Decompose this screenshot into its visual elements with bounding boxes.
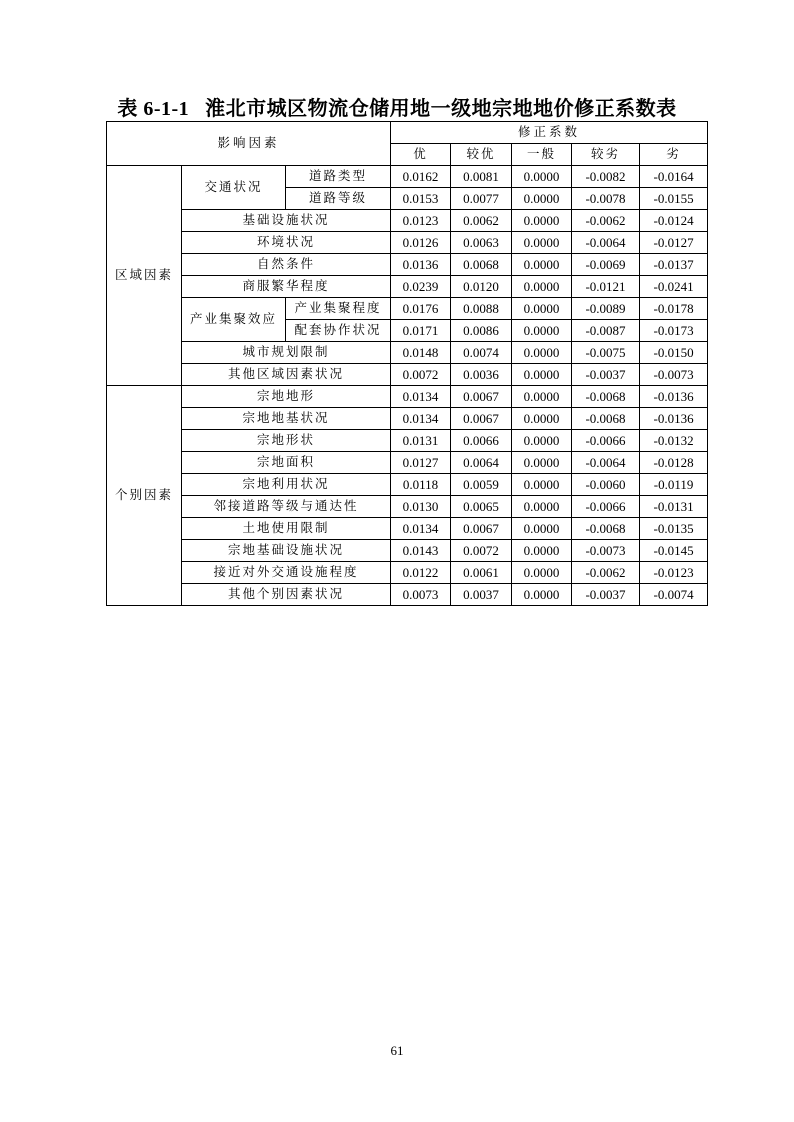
- coefficient-cell: 0.0072: [451, 540, 512, 562]
- table-row: [107, 298, 708, 320]
- coefficient-cell: 0.0123: [391, 210, 451, 232]
- coefficient-cell: 0.0134: [391, 408, 451, 430]
- level-header: 劣: [640, 144, 708, 166]
- coefficient-cell: 0.0143: [391, 540, 451, 562]
- coefficient-cell: 0.0000: [512, 408, 572, 430]
- coefficient-cell: 0.0134: [391, 386, 451, 408]
- coefficient-cell: 0.0239: [391, 276, 451, 298]
- table-row: [107, 496, 708, 518]
- table-row: [107, 364, 708, 386]
- factor-label: 其他个别因素状况: [182, 584, 391, 606]
- table-row: [107, 474, 708, 496]
- coefficient-cell: 0.0000: [512, 452, 572, 474]
- coefficient-cell: -0.0173: [640, 320, 708, 342]
- coefficient-cell: -0.0062: [572, 562, 640, 584]
- factor-label: 道路等级: [286, 188, 391, 210]
- coefficient-cell: 0.0072: [391, 364, 451, 386]
- factor-label: 宗地地形: [182, 386, 391, 408]
- coefficient-cell: -0.0068: [572, 386, 640, 408]
- group-label: 区域因素: [107, 166, 182, 386]
- factor-label: 邻接道路等级与通达性: [182, 496, 391, 518]
- table-body: [107, 166, 708, 606]
- factor-label: 自然条件: [182, 254, 391, 276]
- coefficient-cell: 0.0077: [451, 188, 512, 210]
- coefficient-cell: 0.0037: [451, 584, 512, 606]
- coefficient-cell: -0.0074: [640, 584, 708, 606]
- coefficient-cell: -0.0073: [572, 540, 640, 562]
- coefficient-cell: 0.0176: [391, 298, 451, 320]
- table-title: [0, 92, 794, 121]
- factor-label: 宗地形状: [182, 430, 391, 452]
- factor-label: 接近对外交通设施程度: [182, 562, 391, 584]
- coefficient-cell: -0.0064: [572, 452, 640, 474]
- coefficient-cell: 0.0000: [512, 518, 572, 540]
- coefficient-cell: -0.0135: [640, 518, 708, 540]
- factor-label: 宗地地基状况: [182, 408, 391, 430]
- factor-label: 产业集聚程度: [286, 298, 391, 320]
- coefficient-cell: 0.0059: [451, 474, 512, 496]
- coefficient-cell: -0.0068: [572, 518, 640, 540]
- coefficient-cell: -0.0064: [572, 232, 640, 254]
- table-code: 表 6-1-1: [117, 98, 190, 120]
- table-row: [107, 232, 708, 254]
- coefficient-cell: 0.0000: [512, 320, 572, 342]
- coefficient-cell: -0.0062: [572, 210, 640, 232]
- table-row: [107, 386, 708, 408]
- correction-coefficient-table: [106, 121, 708, 606]
- coefficient-cell: 0.0068: [451, 254, 512, 276]
- table-row: [107, 562, 708, 584]
- coefficient-cell: 0.0127: [391, 452, 451, 474]
- coefficient-cell: -0.0136: [640, 386, 708, 408]
- coefficient-cell: 0.0162: [391, 166, 451, 188]
- table-row: [107, 408, 708, 430]
- coefficient-cell: -0.0037: [572, 364, 640, 386]
- coefficient-cell: -0.0119: [640, 474, 708, 496]
- coefficient-cell: 0.0000: [512, 496, 572, 518]
- coefficient-cell: 0.0000: [512, 386, 572, 408]
- factor-label: 道路类型: [286, 166, 391, 188]
- coefficient-cell: -0.0241: [640, 276, 708, 298]
- group-label: 个别因素: [107, 386, 182, 606]
- coefficient-cell: 0.0000: [512, 364, 572, 386]
- table-row: [107, 166, 708, 188]
- coefficient-cell: 0.0000: [512, 430, 572, 452]
- table-row: [107, 254, 708, 276]
- coefficient-cell: 0.0067: [451, 408, 512, 430]
- coefficient-cell: -0.0089: [572, 298, 640, 320]
- coefficient-cell: 0.0131: [391, 430, 451, 452]
- coefficient-cell: 0.0081: [451, 166, 512, 188]
- factor-label: 宗地利用状况: [182, 474, 391, 496]
- coefficient-cell: -0.0066: [572, 496, 640, 518]
- coefficient-cell: 0.0067: [451, 518, 512, 540]
- coefficient-cell: 0.0067: [451, 386, 512, 408]
- coefficient-cell: 0.0065: [451, 496, 512, 518]
- coefficient-cell: 0.0036: [451, 364, 512, 386]
- factor-label: 基础设施状况: [182, 210, 391, 232]
- coefficient-cell: -0.0132: [640, 430, 708, 452]
- coefficient-cell: 0.0000: [512, 298, 572, 320]
- coefficient-cell: 0.0000: [512, 254, 572, 276]
- coefficient-cell: 0.0000: [512, 584, 572, 606]
- coefficient-cell: -0.0150: [640, 342, 708, 364]
- coefficient-cell: 0.0148: [391, 342, 451, 364]
- coefficient-cell: 0.0134: [391, 518, 451, 540]
- coefficient-cell: 0.0000: [512, 188, 572, 210]
- table-row: [107, 584, 708, 606]
- coefficient-cell: -0.0123: [640, 562, 708, 584]
- factor-label: 宗地基础设施状况: [182, 540, 391, 562]
- coefficient-cell: -0.0082: [572, 166, 640, 188]
- level-header: 一般: [512, 144, 572, 166]
- coefficient-cell: -0.0068: [572, 408, 640, 430]
- coefficient-cell: 0.0063: [451, 232, 512, 254]
- level-header: 优: [391, 144, 451, 166]
- factor-label: 配套协作状况: [286, 320, 391, 342]
- factor-label: 商服繁华程度: [182, 276, 391, 298]
- coefficient-cell: -0.0137: [640, 254, 708, 276]
- coefficient-cell: -0.0075: [572, 342, 640, 364]
- page-number: 61: [390, 1043, 404, 1058]
- coefficient-cell: 0.0000: [512, 474, 572, 496]
- coefficient-cell: 0.0066: [451, 430, 512, 452]
- coefficient-cell: 0.0064: [451, 452, 512, 474]
- coefficient-cell: 0.0061: [451, 562, 512, 584]
- factor-label: 城市规划限制: [182, 342, 391, 364]
- coefficient-cell: -0.0069: [572, 254, 640, 276]
- coefficient-cell: -0.0124: [640, 210, 708, 232]
- coefficient-cell: -0.0128: [640, 452, 708, 474]
- coefficient-cell: 0.0118: [391, 474, 451, 496]
- coefficient-cell: -0.0087: [572, 320, 640, 342]
- coefficient-cell: 0.0086: [451, 320, 512, 342]
- coefficient-cell: -0.0131: [640, 496, 708, 518]
- coefficient-cell: -0.0136: [640, 408, 708, 430]
- table-row: [107, 430, 708, 452]
- coefficient-cell: -0.0155: [640, 188, 708, 210]
- subgroup-label: 交通状况: [182, 166, 286, 210]
- coefficient-cell: 0.0126: [391, 232, 451, 254]
- coefficient-cell: -0.0066: [572, 430, 640, 452]
- coefficient-cell: 0.0000: [512, 342, 572, 364]
- table-row: [107, 276, 708, 298]
- header-row-1: [107, 122, 708, 144]
- table-row: [107, 210, 708, 232]
- level-header: 较优: [451, 144, 512, 166]
- table-row: [107, 452, 708, 474]
- coefficient-cell: 0.0000: [512, 276, 572, 298]
- coefficient-cell: -0.0164: [640, 166, 708, 188]
- level-header: 较劣: [572, 144, 640, 166]
- coefficient-cell: -0.0078: [572, 188, 640, 210]
- table-row: [107, 518, 708, 540]
- table-title-text: 淮北市城区物流仓储用地一级地宗地地价修正系数表: [205, 96, 677, 120]
- coefficient-cell: 0.0073: [391, 584, 451, 606]
- coefficient-cell: 0.0153: [391, 188, 451, 210]
- factor-header: 影响因素: [107, 122, 391, 166]
- coefficient-cell: -0.0073: [640, 364, 708, 386]
- table-row: [107, 342, 708, 364]
- subgroup-label: 产业集聚效应: [182, 298, 286, 342]
- factor-label: 其他区域因素状况: [182, 364, 391, 386]
- coefficient-cell: 0.0000: [512, 562, 572, 584]
- coefficient-cell: 0.0062: [451, 210, 512, 232]
- coefficient-cell: 0.0130: [391, 496, 451, 518]
- factor-label: 土地使用限制: [182, 518, 391, 540]
- coefficient-header: 修正系数: [391, 122, 708, 144]
- coefficient-cell: -0.0121: [572, 276, 640, 298]
- coefficient-cell: 0.0000: [512, 166, 572, 188]
- coefficient-cell: 0.0120: [451, 276, 512, 298]
- table-row: [107, 540, 708, 562]
- coefficient-cell: 0.0122: [391, 562, 451, 584]
- factor-label: 环境状况: [182, 232, 391, 254]
- coefficient-cell: 0.0088: [451, 298, 512, 320]
- coefficient-cell: 0.0074: [451, 342, 512, 364]
- coefficient-cell: 0.0171: [391, 320, 451, 342]
- coefficient-cell: -0.0037: [572, 584, 640, 606]
- coefficient-cell: 0.0000: [512, 210, 572, 232]
- coefficient-cell: -0.0145: [640, 540, 708, 562]
- coefficient-cell: 0.0000: [512, 540, 572, 562]
- coefficient-cell: -0.0060: [572, 474, 640, 496]
- coefficient-cell: -0.0127: [640, 232, 708, 254]
- coefficient-cell: -0.0178: [640, 298, 708, 320]
- coefficient-cell: 0.0000: [512, 232, 572, 254]
- factor-label: 宗地面积: [182, 452, 391, 474]
- coefficient-cell: 0.0136: [391, 254, 451, 276]
